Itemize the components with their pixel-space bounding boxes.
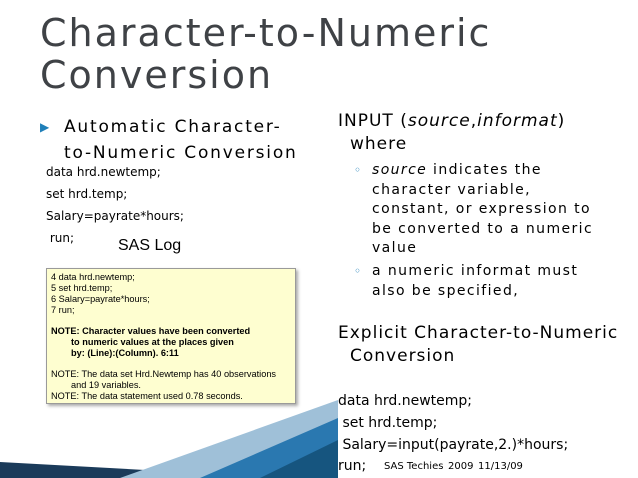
sub1-line-2: character variable, [372, 181, 532, 198]
log-note-line: by: (Line):(Column). 6:11 [71, 348, 179, 358]
informat-sub-bullet [354, 262, 632, 301]
left-code-line-2: set hrd.temp; [46, 187, 128, 201]
sub2-line-1: a numeric informat must [372, 263, 579, 279]
sub1-text: indicates the [427, 162, 542, 178]
log-line: 5 set hrd.temp; [51, 283, 113, 293]
right-code-line-3: Salary=input(payrate,2.)*hours; [338, 437, 569, 453]
footer-year: 2009 [448, 461, 474, 472]
footer-org: SAS Techies [384, 461, 444, 472]
where-label: where [350, 134, 408, 154]
source-sub-bullet [354, 161, 632, 259]
left-code-line-3: Salary=payrate*hours; [46, 209, 184, 223]
log-note-line: and 19 variables. [71, 380, 141, 390]
input-syntax-heading [338, 111, 565, 131]
input-prefix: INPUT ( [338, 111, 408, 131]
circle-bullet-icon: ◦ [354, 163, 363, 177]
log-note-line: to numeric values at the places given [71, 337, 234, 347]
explicit-heading-line-1: Explicit Character-to-Numeric [338, 323, 619, 343]
bullet-line-1: Automatic Character- [64, 117, 282, 137]
log-note-line: NOTE: Character values have been converted [51, 326, 251, 336]
sas-log-box [46, 268, 296, 404]
footer-date: 11/13/09 [478, 461, 523, 472]
sub1-line-3: constant, or expression to [372, 201, 591, 217]
left-code-line-4: run; [46, 231, 75, 245]
sas-log-caption: SAS Log [118, 237, 182, 254]
input-comma: , [470, 111, 478, 131]
source-term: source [372, 162, 428, 178]
explicit-heading-line-2: Conversion [350, 346, 456, 366]
input-source-arg: source [407, 111, 471, 131]
automatic-conversion-bullet [40, 114, 298, 166]
log-line: 6 Salary=payrate*hours; [51, 294, 150, 304]
title-line-1: Character-to-Numeric [40, 11, 492, 55]
right-code-line-1: data hrd.newtemp; [338, 393, 472, 409]
right-code-line-2: set hrd.temp; [338, 415, 438, 431]
left-code-line-1: data hrd.newtemp; [46, 165, 161, 179]
triangle-bullet-icon: ▶ [40, 120, 52, 134]
log-line: 4 data hrd.newtemp; [51, 272, 135, 282]
log-note-line: NOTE: The data set Hrd.Newtemp has 40 observations [51, 369, 277, 379]
input-close-paren: ) [557, 111, 566, 131]
right-code-line-4: run; [338, 458, 367, 474]
sub2-line-2: also be specified, [372, 282, 520, 299]
input-informat-arg: informat [477, 111, 558, 131]
log-note-line: NOTE: The data statement used 0.78 seconds. [51, 391, 243, 401]
bullet-line-2: to-Numeric Conversion [64, 143, 298, 163]
slide-title [40, 12, 491, 96]
circle-bullet-icon: ◦ [354, 264, 363, 278]
sub1-line-4: be converted to a numeric [372, 220, 594, 237]
title-line-2: Conversion [40, 53, 274, 97]
sub1-line-5: value [372, 240, 418, 256]
log-line: 7 run; [51, 305, 75, 315]
